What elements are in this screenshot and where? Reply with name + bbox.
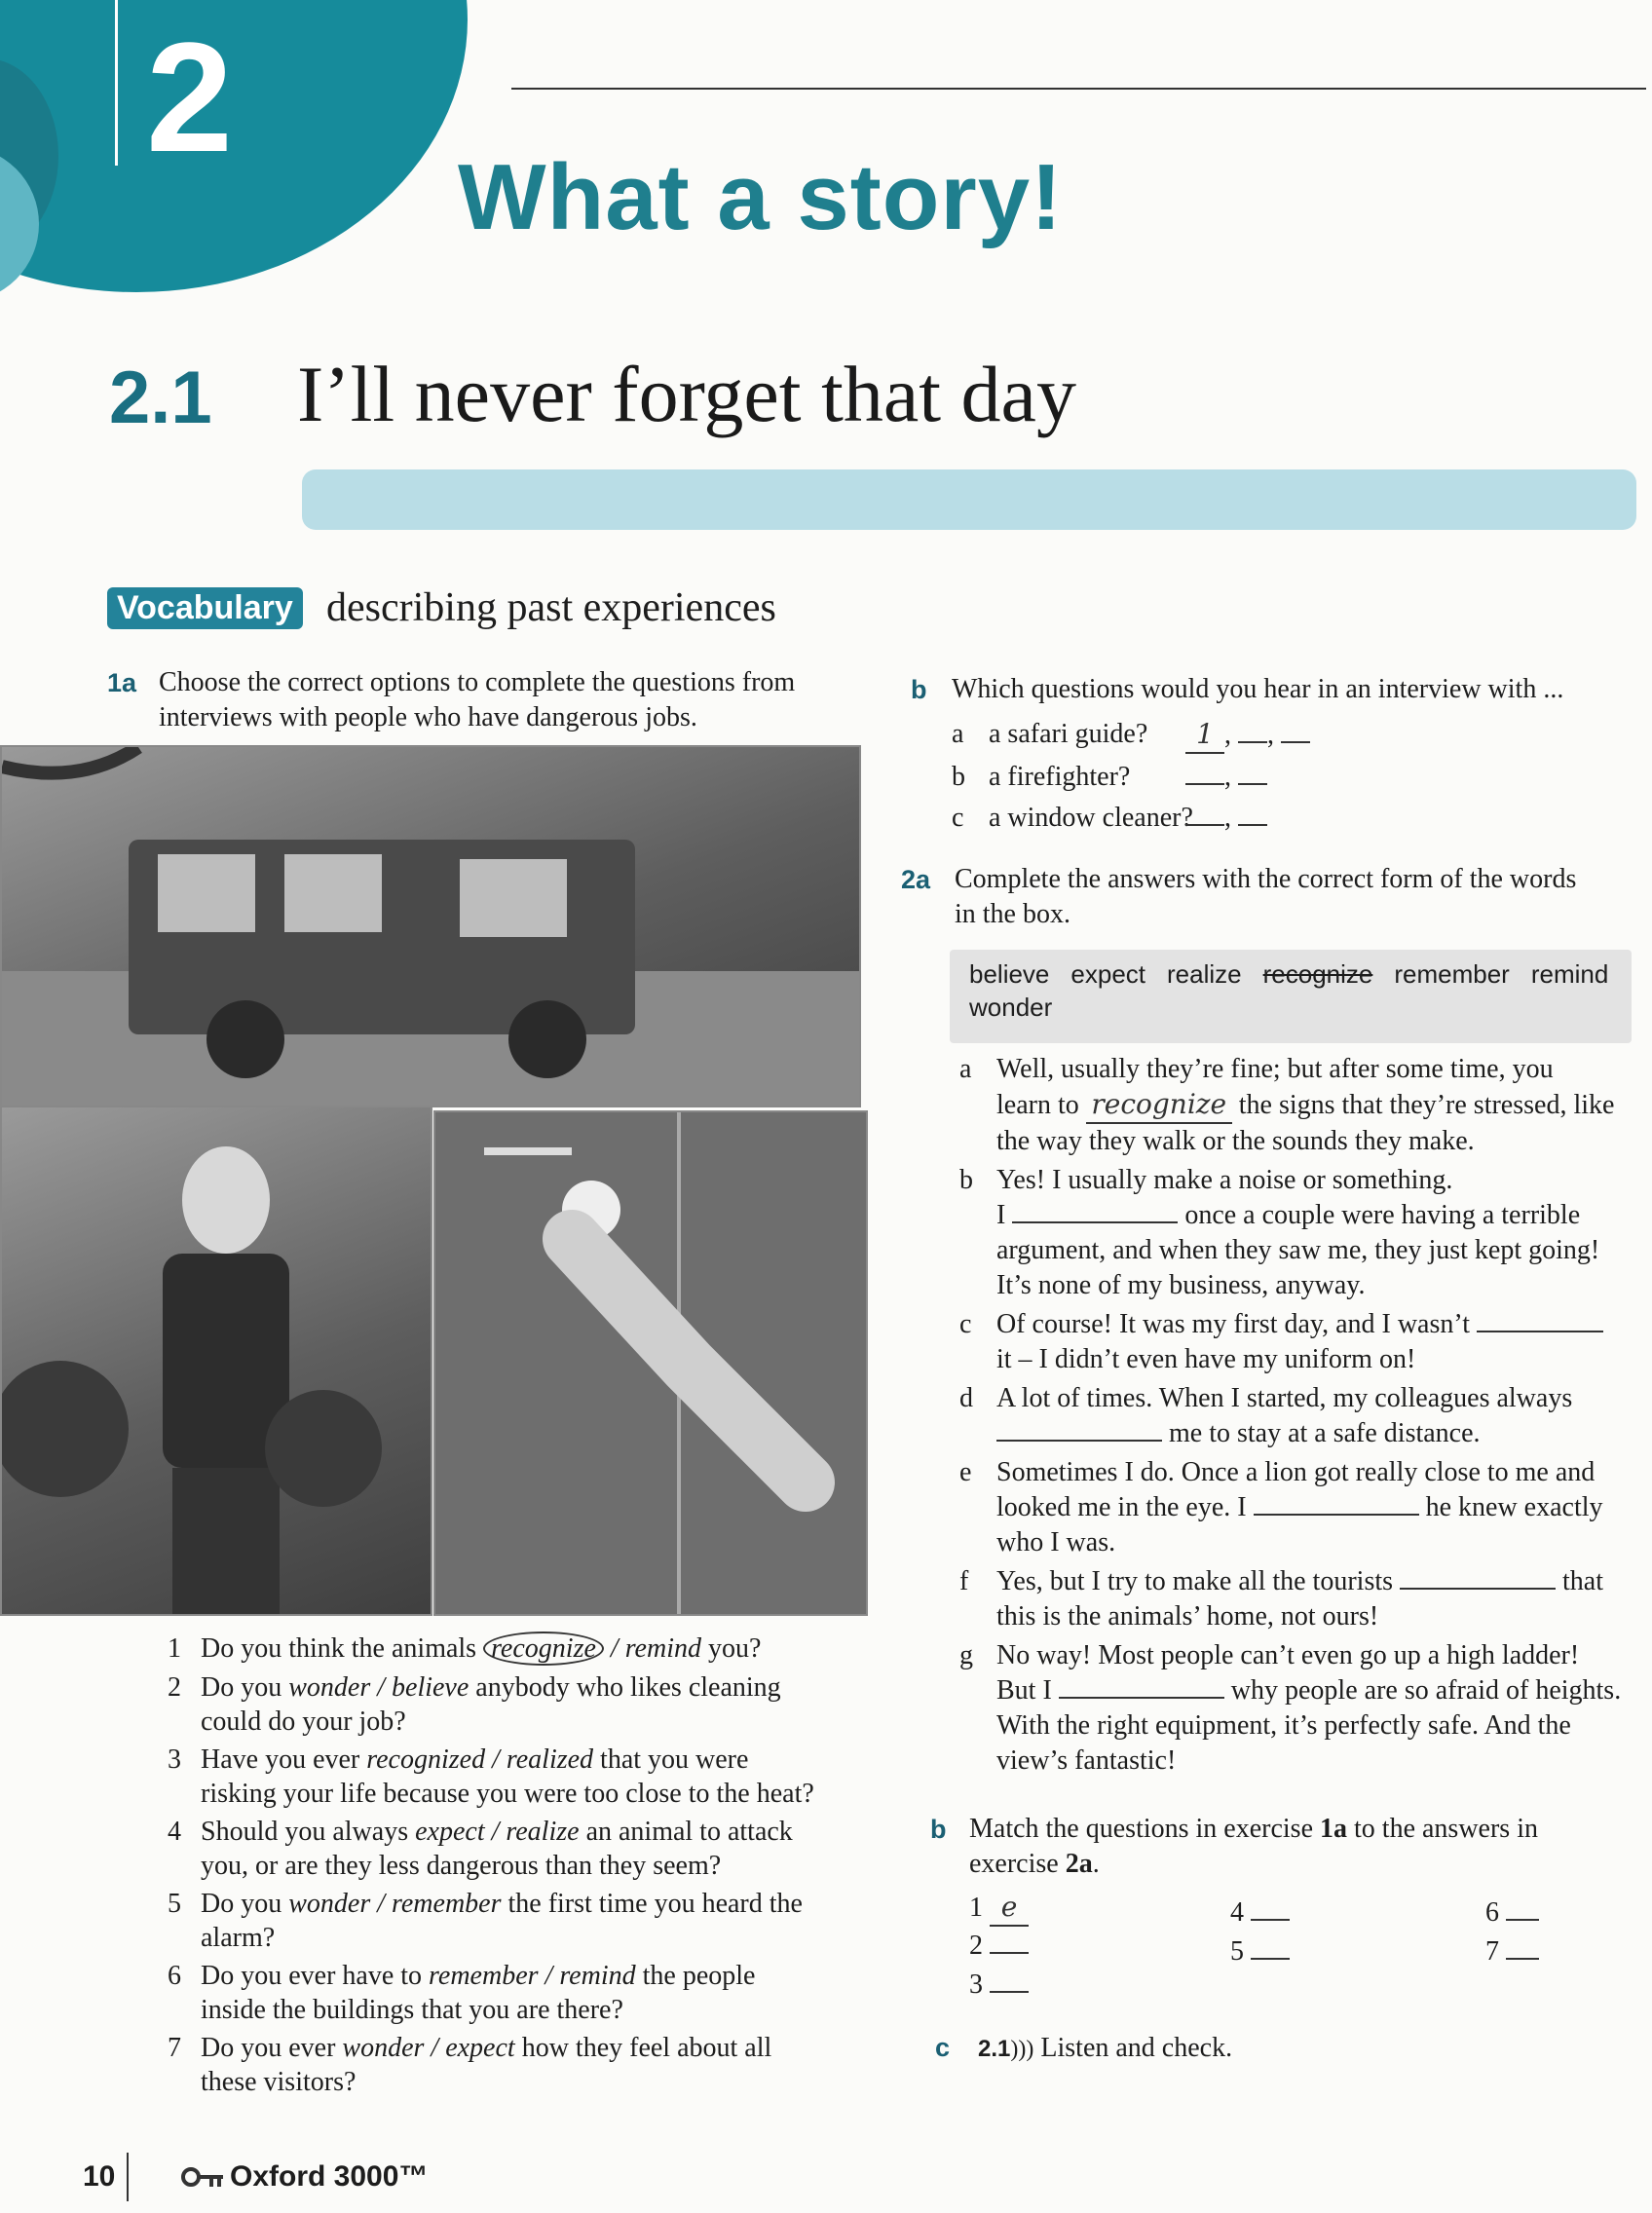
answer-blank[interactable]: 1 (1185, 717, 1224, 754)
answer-text: looked me in the eye. I (996, 1492, 1247, 1522)
match-slot (969, 1968, 1029, 2003)
vocabulary-badge: Vocabulary (107, 587, 303, 629)
answer-text: Yes, but I try to make all the tourists (996, 1566, 1394, 1596)
match-item (952, 717, 1633, 760)
answer-text: view’s fantastic! (996, 1745, 1177, 1776)
answer-item-e (959, 1455, 1632, 1560)
slot-number: 6 (1485, 1897, 1499, 1928)
instruction-text: Listen and check. (1040, 2033, 1233, 2063)
word-box-item: wonder (969, 993, 1053, 1022)
answer-text: why people are so afraid of heights. (1230, 1675, 1622, 1706)
instruction-text: . (1092, 1849, 1100, 1879)
match-slot (1485, 1895, 1539, 1931)
page-number: 10 (83, 2160, 116, 2193)
slot-number: 1 (969, 1893, 983, 1923)
instruction-line: Choose the correct options to complete the questions from (159, 667, 796, 697)
photo-firefighter (0, 1106, 432, 1616)
chapter-title: What a story! (458, 145, 1064, 249)
answer-blank[interactable] (1238, 824, 1267, 826)
answer-text: With the right equipment, it’s perfectly safe. And the (996, 1710, 1571, 1741)
exercise-ref: 2a (1065, 1849, 1093, 1879)
exercise-number: 1a (107, 668, 137, 697)
item-letter: e (959, 1457, 972, 1487)
answer-text: that (1562, 1566, 1604, 1596)
question-number: 1 (168, 1633, 181, 1664)
word-box-item: remind (1530, 959, 1609, 989)
exercise-2a-instruction (901, 862, 1632, 929)
option[interactable]: believe (392, 1672, 469, 1703)
option-separator: / (538, 1961, 560, 1991)
answer-blank[interactable] (1185, 824, 1224, 826)
item-letter: b (959, 1165, 973, 1195)
answer-text: Well, usually they’re fine; but after some time, you (996, 1054, 1554, 1084)
audio-track[interactable]: 2.1 (978, 2036, 1011, 2062)
option[interactable]: wonder (342, 2033, 425, 2063)
question-text: inside the buildings that you are there? (201, 1995, 623, 2025)
word-box-item: realize (1167, 959, 1242, 989)
answer-text: Of course! It was my first day, and I wasn’t (996, 1309, 1470, 1339)
option[interactable]: remind (559, 1961, 636, 1991)
word-box-item-used: recognize (1262, 959, 1373, 989)
answer-item-f (959, 1564, 1632, 1634)
footer-divider (127, 2153, 129, 2201)
vocabulary-topic: describing past experiences (326, 585, 776, 630)
word-box-item: believe (969, 959, 1050, 989)
key-icon (180, 2162, 225, 2196)
section-bar (302, 469, 1636, 530)
answer-blank[interactable] (1506, 1919, 1539, 1921)
word-box-item: expect (1070, 959, 1146, 989)
exercise-2c (935, 2030, 1617, 2067)
chapter-badge-circle (0, 0, 468, 292)
oxford-3000-logo: Oxford 3000™ (230, 2160, 429, 2193)
section-number: 2.1 (109, 356, 212, 439)
item-text: a safari guide? (989, 719, 1148, 749)
question-item (168, 1743, 869, 1811)
title-rule (511, 88, 1646, 90)
question-text: anybody who likes cleaning (469, 1672, 781, 1703)
exercise-2b (930, 1812, 1632, 1879)
option[interactable]: recognized (366, 1744, 486, 1775)
option[interactable]: remember (392, 1889, 502, 1919)
exercise-number: b (930, 1815, 947, 1844)
question-number: 2 (168, 1672, 181, 1703)
slot-number: 2 (969, 1931, 983, 1961)
question-text: Have you ever (201, 1744, 367, 1775)
audio-icon[interactable]: ))) (1010, 2037, 1034, 2062)
exercise-ref: 1a (1320, 1814, 1348, 1844)
option-separator: / (603, 1633, 625, 1664)
exercise-number: 2a (901, 865, 931, 894)
answer-text: But I (996, 1675, 1052, 1706)
option[interactable]: wonder (288, 1672, 371, 1703)
question-text: you, or are they less dangerous than they seem? (201, 1851, 722, 1881)
option[interactable]: wonder (288, 1889, 371, 1919)
question-text: how they feel about all (514, 2033, 772, 2063)
match-slot (969, 1929, 1029, 1964)
item-text: a firefighter? (989, 762, 1131, 792)
answer-text: the way they walk or the sounds they make. (996, 1126, 1475, 1156)
question-text: Should you always (201, 1817, 416, 1847)
answer-text: A lot of times. When I started, my colleagues always (996, 1383, 1573, 1413)
instruction-text: to the answers in (1347, 1814, 1538, 1844)
question-number: 6 (168, 1961, 181, 1991)
answer-text: me to stay at a safe distance. (1169, 1418, 1481, 1448)
slot-number: 7 (1485, 1936, 1499, 1967)
match-slot (1230, 1934, 1290, 1969)
answer-text: Yes! I usually make a noise or something. (996, 1165, 1453, 1195)
item-letter: g (959, 1640, 973, 1670)
slot-number: 3 (969, 1969, 983, 2000)
answer-blank[interactable] (1254, 1514, 1419, 1516)
answer-item-a (959, 1052, 1632, 1159)
question-text: you? (700, 1633, 762, 1664)
answer-blank[interactable] (990, 1952, 1029, 1954)
word-box-item: remember (1394, 959, 1510, 989)
exercise-1a-instruction (107, 665, 867, 732)
question-text: could do your job? (201, 1707, 406, 1737)
answer-text: It’s none of my business, anyway. (996, 1270, 1366, 1300)
answer-item-c (959, 1307, 1632, 1377)
answer-text: this is the animals’ home, not ours! (996, 1601, 1379, 1632)
answer-text: No way! Most people can’t even go up a high ladder! (996, 1640, 1580, 1670)
instruction-line: Which questions would you hear in an interview with ... (952, 674, 1564, 704)
match-slot (1230, 1895, 1290, 1931)
answer-item-g (959, 1638, 1632, 1779)
option-separator: / (370, 1889, 393, 1919)
answer-blank[interactable] (1400, 1588, 1556, 1590)
answer-blank[interactable]: e (990, 1890, 1029, 1927)
item-letter: b (952, 762, 965, 792)
answer-blank[interactable] (1238, 783, 1267, 785)
answer-text: it – I didn’t even have my uniform on! (996, 1344, 1416, 1374)
question-text: Do you (201, 1889, 289, 1919)
answer-text: once a couple were having a terrible (1184, 1200, 1581, 1230)
question-text: Do you ever have to (201, 1961, 430, 1991)
question-text: the people (635, 1961, 756, 1991)
match-slot (969, 1890, 1029, 1927)
answer-text: he knew exactly (1425, 1492, 1603, 1522)
match-slot (1485, 1934, 1539, 1969)
answers-list (959, 1052, 1632, 1779)
answer-blanks[interactable]: 1 , , (1185, 717, 1310, 754)
question-text: Do you ever (201, 2033, 343, 2063)
option-separator: / (370, 1672, 393, 1703)
answer-text: argument, and when they saw me, they just kept going! (996, 1235, 1600, 1265)
question-number: 7 (168, 2033, 181, 2063)
item-letter: c (952, 803, 964, 833)
question-text: these visitors? (201, 2067, 357, 2097)
question-number: 3 (168, 1744, 181, 1775)
item-letter: f (959, 1566, 969, 1596)
question-list (168, 1632, 869, 2099)
answer-blank[interactable] (1477, 1331, 1603, 1332)
item-letter: d (959, 1383, 973, 1413)
answer-item-b (959, 1163, 1632, 1303)
exercise-number: c (935, 2033, 951, 2062)
exercise-1b (911, 672, 1632, 833)
question-item (168, 1632, 869, 1667)
option[interactable]: expect (415, 1817, 485, 1847)
slot-number: 5 (1230, 1936, 1244, 1967)
firefighter-illustration (2, 1107, 431, 1614)
instruction-line: in the box. (955, 899, 1070, 929)
answer-blank[interactable] (1251, 1958, 1290, 1960)
question-number: 5 (168, 1889, 181, 1919)
answer-blank[interactable] (996, 1440, 1162, 1442)
answer-text: I (996, 1200, 1006, 1230)
answer-text: who I was. (996, 1527, 1116, 1557)
answer-blank[interactable] (1251, 1919, 1290, 1921)
match-item (952, 760, 1633, 801)
item-letter: a (952, 719, 964, 749)
slot-number: 4 (1230, 1897, 1244, 1928)
question-text: risking your life because you were too close to the heat? (201, 1779, 814, 1809)
instruction-line (969, 1812, 1538, 1847)
instruction-line: Complete the answers with the correct form of the words (955, 864, 1577, 894)
question-item (168, 1959, 869, 2027)
question-item (168, 2031, 869, 2099)
option-separator: / (424, 2033, 446, 2063)
option-separator: / (485, 1744, 507, 1775)
question-text: an animal to attack (579, 1817, 793, 1847)
option[interactable]: expect (445, 2033, 515, 2063)
instruction-line (969, 1847, 1100, 1882)
item-text: a window cleaner? (989, 803, 1193, 833)
answer-text: Sometimes I do. Once a lion got really close to me and (996, 1457, 1596, 1487)
question-text: that you were (593, 1744, 749, 1775)
item-letter: c (959, 1309, 972, 1339)
chapter-number: 2 (146, 10, 233, 184)
answer-blank[interactable] (1012, 1221, 1178, 1223)
option-selected[interactable]: recognize (483, 1632, 604, 1666)
key-icon-svg (180, 2162, 225, 2192)
option-separator: / (484, 1817, 507, 1847)
answer-blank[interactable] (1185, 783, 1224, 785)
question-number: 4 (168, 1817, 181, 1847)
question-text: Do you (201, 1672, 289, 1703)
answer-blank[interactable] (1238, 741, 1267, 743)
option[interactable]: remind (624, 1633, 701, 1664)
item-letter: a (959, 1054, 972, 1084)
chapter-divider (115, 0, 118, 166)
question-text: the first time you heard the (501, 1889, 803, 1919)
answer-blank[interactable] (1281, 741, 1310, 743)
instruction-text: Match the questions in exercise (969, 1814, 1321, 1844)
match-item (952, 801, 1633, 842)
window-cleaner-illustration (435, 1112, 866, 1614)
answer-blank[interactable] (1506, 1958, 1539, 1960)
answer-blank[interactable] (1059, 1697, 1224, 1699)
option[interactable]: realize (506, 1817, 580, 1847)
answer-blank[interactable]: recognize (1086, 1087, 1232, 1124)
answer-text: the signs that they’re stressed, like (1238, 1090, 1615, 1120)
question-item (168, 1670, 869, 1739)
photo-window-cleaner (433, 1110, 868, 1616)
question-item (168, 1815, 869, 1883)
question-text: alarm? (201, 1923, 276, 1953)
question-text: Do you think the animals (201, 1633, 484, 1664)
answer-blank[interactable] (990, 1991, 1029, 1993)
answer-item-d (959, 1381, 1632, 1451)
answer-blanks[interactable]: , (1185, 801, 1267, 836)
exercise-number: b (911, 675, 927, 704)
question-item (168, 1887, 869, 1955)
instruction-line: interviews with people who have dangerous jobs. (159, 702, 697, 732)
answer-blanks[interactable]: , (1185, 760, 1267, 795)
section-title: I’ll never forget that day (297, 350, 1076, 438)
match-grid (969, 1890, 1632, 2007)
option[interactable]: realized (506, 1744, 594, 1775)
photo-safari-jeep (0, 745, 861, 1107)
safari-jeep-illustration (2, 747, 859, 1106)
word-box (950, 950, 1632, 1043)
answer-text: learn to (996, 1090, 1079, 1120)
instruction-text: exercise (969, 1849, 1066, 1879)
option[interactable]: remember (429, 1961, 539, 1991)
